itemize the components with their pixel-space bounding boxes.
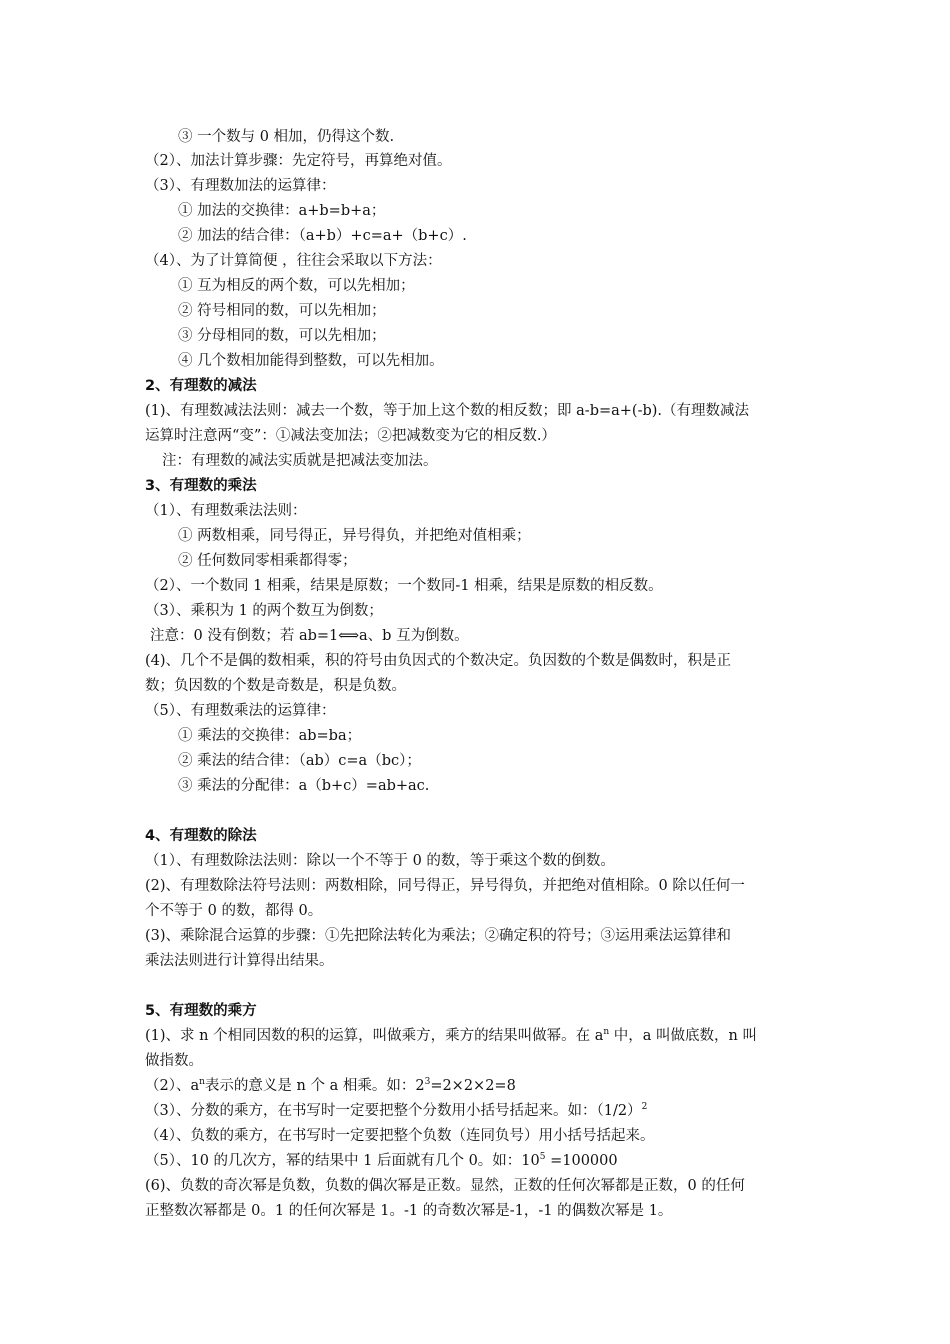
text-line: ① 乘法的交换律：ab=ba； — [178, 728, 362, 744]
text-line — [145, 1149, 810, 1173]
text-line: (1)、有理数减法法则：减去一个数，等于加上这个数的相反数；即 a-b=a+(-b).（有理数减法 — [145, 403, 750, 419]
text-line: (4)、几个不是偶的数相乘，积的符号由负因式的个数决定。负因数的个数是偶数时，积是正 — [145, 653, 732, 669]
text-line: 个不等于 0 的数，都得 0。 — [145, 903, 323, 919]
section-heading: 3、有理数的乘法 — [145, 478, 257, 494]
text-run: (1)、求 n 个相同因数的积的运算，叫做乘方，乘方的结果叫做幂。在 a — [145, 1028, 604, 1044]
text-run: （3）、分数的乘方，在书写时一定要把整个分数用小括号括起来。如：（1/2） — [145, 1103, 642, 1119]
text-line: 正整数次幂都是 0。1 的任何次幂是 1。-1 的奇数次幂是-1，-1 的偶数次幂是 1。 — [145, 1203, 673, 1219]
text-line: ① 互为相反的两个数，可以先相加； — [178, 278, 415, 294]
text-line: （4）、为了计算简便 ，往往会采取以下方法： — [145, 253, 442, 269]
text-line: ③ 乘法的分配律：a（b+c）=ab+ac. — [178, 778, 430, 794]
text-line: 运算时注意两“变”：①减法变加法；②把减数变为它的相反数.） — [145, 428, 556, 444]
text-line: （3）、有理数加法的运算律： — [145, 178, 336, 194]
text-line: ② 符号相同的数，可以先相加； — [178, 303, 386, 319]
text-line: ④ 几个数相加能得到整数，可以先相加。 — [178, 353, 444, 369]
text-line: ① 两数相乘，同号得正，异号得负，并把绝对值相乘； — [178, 528, 531, 544]
superscript: 5 — [539, 1152, 546, 1163]
section-heading: 2、有理数的减法 — [145, 378, 257, 394]
text-line: （1）、有理数除法法则：除以一个不等于 0 的数，等于乘这个数的倒数。 — [145, 853, 615, 869]
text-run: （2）、a — [145, 1078, 200, 1094]
text-line: （2）、一个数同 1 相乘，结果是原数；一个数同-1 相乘，结果是原数的相反数。 — [145, 578, 663, 594]
text-line — [145, 1074, 810, 1098]
text-line: 乘法法则进行计算得出结果。 — [145, 953, 334, 969]
text-line: ② 乘法的结合律：（ab）c=a（bc）； — [178, 753, 421, 769]
text-run: 表示的意义是 n 个 a 相乘。如：2 — [204, 1078, 425, 1094]
text-line: ③ 分母相同的数，可以先相加； — [178, 328, 386, 344]
text-line: 做指数。 — [145, 1053, 203, 1069]
superscript: n — [603, 1027, 610, 1038]
text-line: ② 加法的结合律：（a+b）+c=a+（b+c）. — [178, 228, 467, 244]
superscript: 3 — [424, 1077, 431, 1088]
text-line: 数；负因数的个数是奇数是，积是负数。 — [145, 678, 406, 694]
text-line: （1）、有理数乘法法则： — [145, 503, 307, 519]
section-heading: 4、有理数的除法 — [145, 828, 257, 844]
text-line — [145, 1024, 810, 1048]
text-line: （3）、乘积为 1 的两个数互为倒数； — [145, 603, 383, 619]
text-line: ③ 一个数与 0 相加，仍得这个数. — [178, 129, 395, 145]
text-line: (6)、负数的奇次幂是负数，负数的偶次幂是正数。显然，正数的任何次幂都是正数，0 的任何 — [145, 1178, 745, 1194]
text-run: 中，a 叫做底数，n 叫 — [609, 1028, 757, 1044]
text-line — [145, 1099, 810, 1123]
text-run: （5）、10 的几次方，幂的结果中 1 后面就有几个 0。如：10 — [145, 1153, 540, 1169]
text-line: ② 任何数同零相乘都得零； — [178, 553, 357, 569]
text-line: （4）、负数的乘方，在书写时一定要把整个负数（连同负号）用小括号括起来。 — [145, 1128, 655, 1144]
section-heading: 5、有理数的乘方 — [145, 1003, 257, 1019]
text-line: 注：有理数的减法实质就是把减法变加法。 — [162, 453, 438, 469]
text-line: (3)、乘除混合运算的步骤：①先把除法转化为乘法；②确定积的符号；③运用乘法运算律和 — [145, 928, 732, 944]
text-line: (2)、有理数除法符号法则：两数相除，同号得正，异号得负，并把绝对值相除。0 除以任何一 — [145, 878, 745, 894]
text-run: =100000 — [545, 1153, 618, 1169]
superscript: n — [199, 1077, 205, 1088]
superscript: 2 — [641, 1102, 648, 1113]
text-line: （2）、加法计算步骤：先定符号，再算绝对值。 — [145, 153, 452, 169]
text-line: （5）、有理数乘法的运算律： — [145, 703, 336, 719]
text-line: ① 加法的交换律：a+b=b+a； — [178, 203, 386, 219]
text-run: =2×2×2=8 — [430, 1078, 516, 1094]
text-line: 注意：0 没有倒数；若 ab=1⟺a、b 互为倒数。 — [150, 628, 469, 644]
